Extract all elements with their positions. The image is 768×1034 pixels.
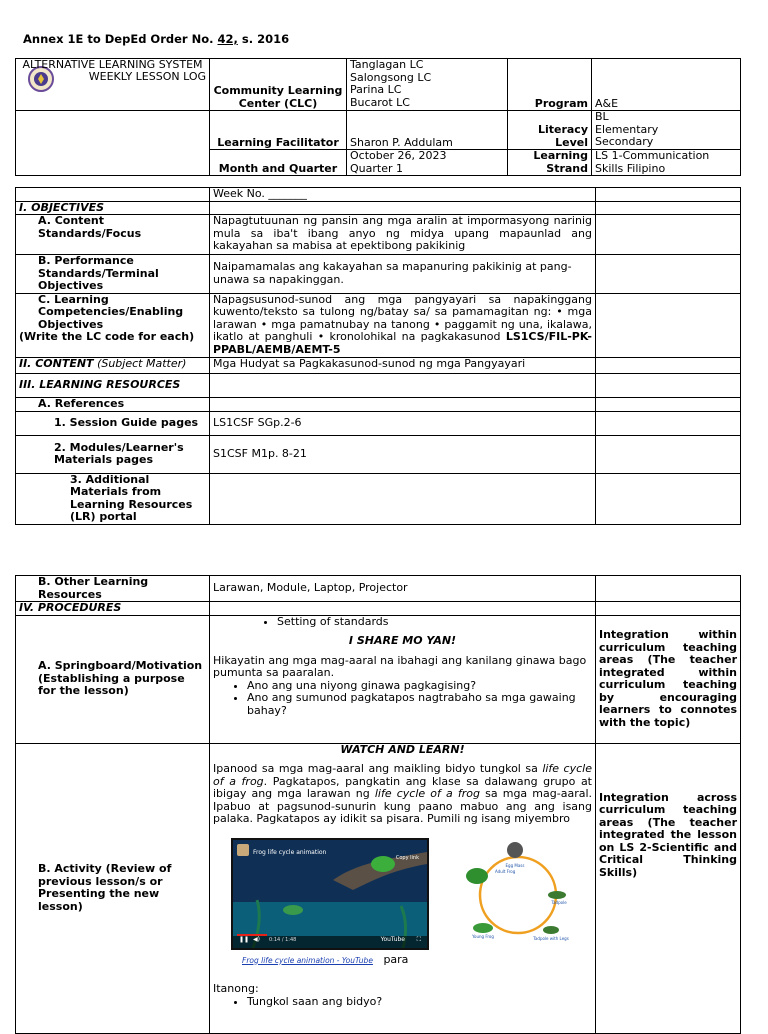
system-cell (16, 59, 210, 111)
month-label: Month and Quarter (210, 150, 347, 176)
cycle-label-tadpole: Tadpole (551, 899, 567, 905)
cycle-label-young-frog: Young Frog (472, 933, 494, 939)
activity-content: WATCH AND LEARN! Ipanood sa mga mag-aaral ang maikling bidyo tungkol sa life cycle of a frog. Pagkatapos, pangkatin ang klase sa dalawang grupo at ibigay ang mga larawan ng life cycle of a frog sa mga mag-aaral. Ipabuo at pagsunod-sunurin kung paano mabuo ang ang isang palaka. Pagkatapos ay idikit sa pisara. Pumili ng isang miyembro Frog life cycle animation Copy link ❚❚ ◀) 0:14 / 1:48 YouTube ⛶ Egg Mass Tadpole Tadpole with Legs Young Frog Adult Frog Frog life cycle animation - YouTube para Itanong: • Tungkol saan ang bidyo? (210, 743, 596, 1033)
video-time: 0:14 / 1:48 (269, 937, 297, 943)
youtube-logo[interactable]: YouTube (380, 936, 405, 943)
session-label: 1. Session Guide pages (16, 411, 210, 435)
session-value: LS1CSF SGp.2-6 (210, 411, 596, 435)
cycle-label-egg: Egg Mass (505, 862, 525, 868)
literacy-values: BL Elementary Secondary (592, 111, 741, 150)
strand-label: Learning Strand (508, 150, 592, 176)
modules-label: 2. Modules/Learner's Materials pages (16, 435, 210, 473)
objectives-heading: I. OBJECTIVES (16, 201, 210, 215)
springboard-content: • Setting of standards I SHARE MO YAN! Hikayatin ang mga mag-aaral na ibahagi ang kanilang ginawa bago pumunta sa paaralan. • Ano ang una niyong ginawa pagkagising? • Ano ang sumunod pagkatapos nagtrabaho sa mga gawaing bahay? (210, 615, 596, 743)
strand-values: LS 1-Communication Skills Filipino (592, 150, 741, 176)
performance-label: B. Performance Standards/Terminal Objectives (16, 255, 210, 294)
header-table (15, 58, 741, 176)
competencies-value: Napagsusunod-sunod ang mga pangyayari sa napakinggang kuwento/teksto sa tulong ng/batay sa/ sa pamamagitan ng: • mga larawan • mga pamatnubay na tanong • paggamit ng una, ikalawa, ikatlo at panghuli • kronolohikal na pagkakasunod LS1CS/FIL-PK-PPABL/AEMB/AEMT-5 (210, 293, 596, 357)
other-resources-value: Larawan, Module, Laptop, Projector (210, 576, 596, 602)
procedures-heading: IV. PROCEDURES (16, 602, 210, 616)
competencies-label: C. Learning Competencies/Enabling Objectives (Write the LC code for each) (16, 293, 210, 357)
channel-avatar (237, 844, 249, 856)
objectives-table (15, 187, 741, 525)
activity-label: B. Activity (Review of previous lesson/s or Presenting the new lesson) (16, 743, 210, 1033)
springboard-integration-note: Integration within curriculum teaching areas (The teacher integrated within curriculum teaching by encouraging learners to connotes with the topic) (596, 615, 741, 743)
copy-link[interactable]: Copy link (395, 854, 419, 861)
video-link[interactable]: Frog life cycle animation - YouTube (242, 955, 373, 965)
facilitator-label: Learning Facilitator (210, 111, 347, 150)
clc-label: Community Learning Center (CLC) (210, 59, 347, 111)
video-thumbnail[interactable] (231, 838, 429, 950)
program-label: Program (508, 59, 592, 111)
springboard-label: A. Springboard/Motivation (Establishing a purpose for the lesson) (16, 615, 210, 743)
cycle-label-adult-frog: Adult Frog (495, 868, 516, 874)
additional-label: 3. Additional Materials from Learning Resources (LR) portal (16, 473, 210, 524)
play-pause-icon[interactable]: ❚❚ (239, 936, 250, 943)
references-heading: A. References (16, 397, 210, 411)
activity-integration-note: Integration across curriculum teaching areas (The teacher integrated the lesson on LS 2-Scientific and Critical Thinking Skills) (596, 743, 741, 1033)
literacy-label: Literacy Level (508, 111, 592, 150)
content-standards-value: Napagtutuunan ng pansin ang mga aralin at impormasyong narinig mula sa iba't ibang anyo ng midya upang mapaunlad ang kakayahan sa mabisa at epektibong pakikinig (210, 215, 596, 255)
week-no: Week No. _______ (210, 188, 596, 202)
cycle-label-tadpole-legs: Tadpole with Legs (533, 935, 569, 941)
clc-values: Tanglagan LC Salongsong LC Parina LC Bucarot LC (347, 59, 508, 111)
volume-icon[interactable]: ◀) (253, 936, 260, 943)
content-standards-label: A. Content Standards/Focus (16, 215, 210, 255)
facilitator-value: Sharon P. Addulam (347, 111, 508, 150)
content-label: II. CONTENT (Subject Matter) (16, 357, 210, 373)
fullscreen-icon[interactable]: ⛶ (416, 936, 421, 943)
performance-value: Naipamamalas ang kakayahan sa mapanuring pakikinig at pang-unawa sa napakinggan. (210, 255, 596, 294)
modules-value: S1CSF M1p. 8-21 (210, 435, 596, 473)
month-values: October 26, 2023 Quarter 1 (347, 150, 508, 176)
procedures-table (15, 575, 741, 1034)
system-line1: ALTERNATIVE LEARNING SYSTEM (22, 58, 203, 71)
frog-life-cycle-diagram (463, 838, 573, 948)
resources-heading: III. LEARNING RESOURCES (16, 373, 210, 397)
content-value: Mga Hudyat sa Pagkakasunod-sunod ng mga Pangyayari (210, 357, 596, 373)
annex-title: Annex 1E to DepEd Order No. 42, s. 2016 (23, 32, 290, 46)
video-title: Frog life cycle animation (253, 848, 327, 856)
system-line2: WEEKLY LESSON LOG (88, 70, 206, 83)
program-value: A&E (592, 59, 741, 111)
other-resources-label: B. Other Learning Resources (16, 576, 210, 602)
